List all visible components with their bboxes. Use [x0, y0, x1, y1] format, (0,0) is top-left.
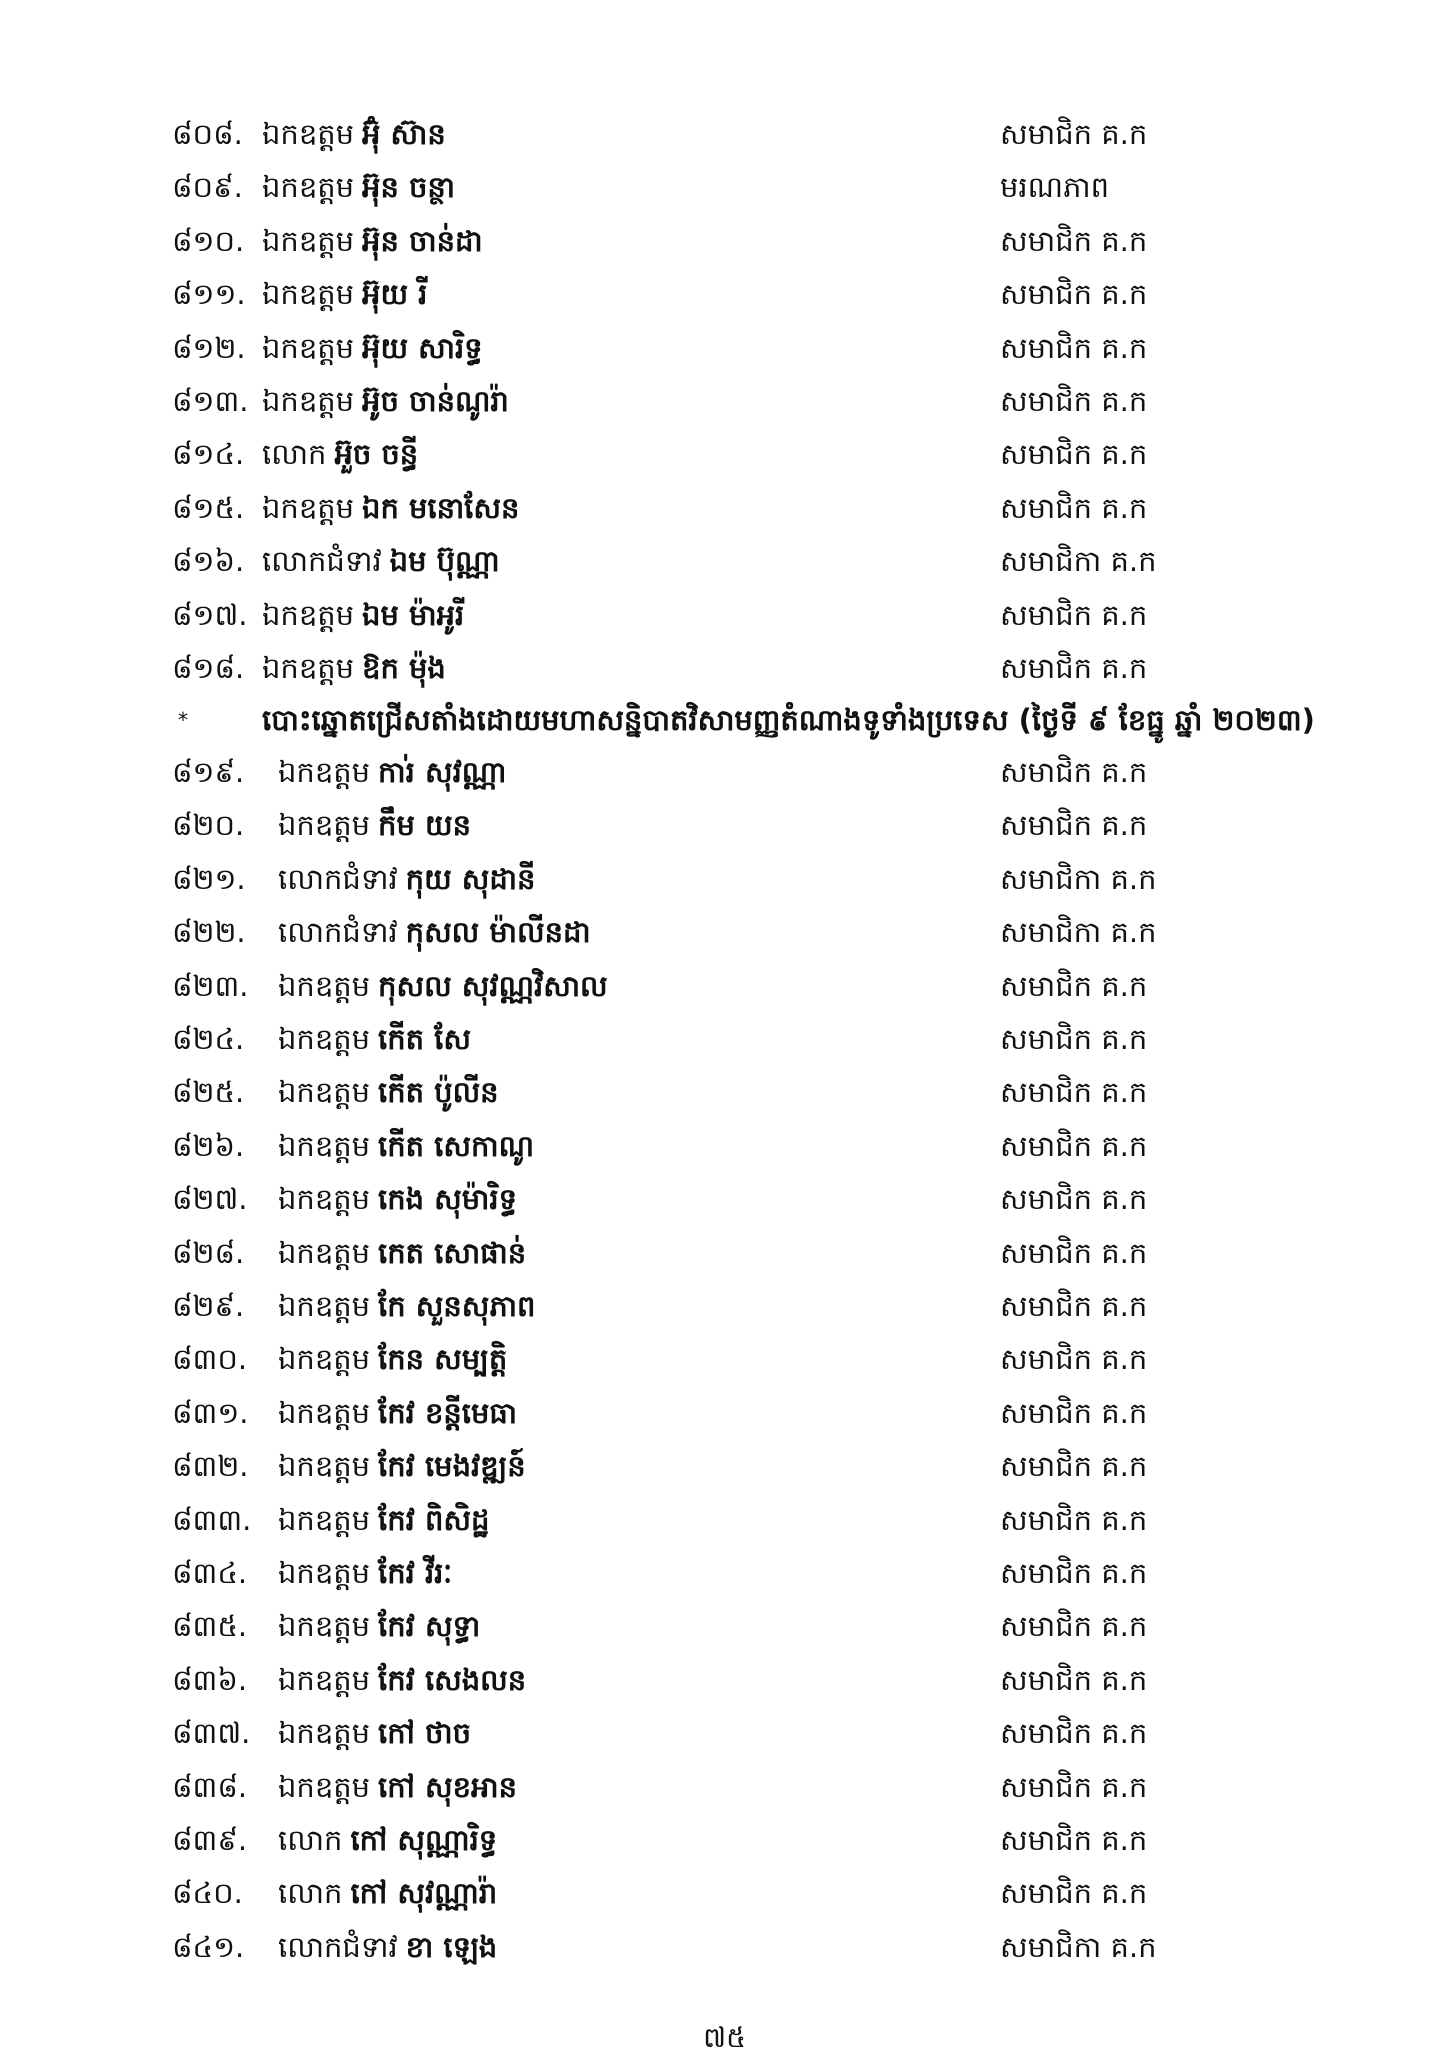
member-row [0, 589, 1449, 641]
entry-status: សមាជិក គ.ក [1000, 1075, 1148, 1110]
member-row [0, 1494, 1449, 1546]
entry-status: សមាជិក គ.ក [1000, 1022, 1148, 1056]
entry-number: ៨៤១. [172, 1929, 245, 1964]
entry-honorific: ឯកឧត្តម កេត សោផាន់ [278, 1235, 527, 1270]
member-row [0, 1600, 1449, 1652]
entry-name: អ៊ុយ រី [362, 277, 428, 312]
entry-status: សមាជិក គ.ក [1000, 437, 1148, 472]
entry-name: ឯម ម៉ាអូរី [362, 597, 465, 632]
entry-honorific: ឯកឧត្តម ឯម ម៉ាអូរី [262, 597, 465, 632]
member-row [0, 799, 1449, 851]
entry-status: សមាជិកា គ.ក [1000, 544, 1157, 579]
entry-honorific: ឯកឧត្តម កើត ប៉ូលីន [278, 1075, 499, 1110]
entry-honorific: ឯកឧត្តម កើត សែ [278, 1022, 471, 1056]
entry-status: សមាជិក គ.ក [1000, 384, 1148, 418]
entry-number: ៨១៥. [172, 490, 245, 525]
entry-number: ៨០៩. [172, 170, 243, 205]
election-note [0, 694, 1449, 746]
entry-status: សមាជិកា គ.ក [1000, 915, 1157, 950]
entry-number: ៨៣៩. [172, 1823, 248, 1857]
entry-honorific: ឯកឧត្តម កែវ ពិសិដ្ឋ [278, 1502, 490, 1537]
entry-name: អ៊ុន ចាន់ដា [362, 223, 483, 258]
entry-status: សមាជិក គ.ក [1000, 1662, 1148, 1697]
entry-honorific: ឯកឧត្តម កែវ ខន្តីមេធា [278, 1395, 518, 1430]
entry-honorific: ឯកឧត្តម កុសល សុវណ្ណវិសាល [278, 968, 608, 1003]
member-row [0, 1013, 1449, 1065]
entry-number: ៨៣៤. [172, 1556, 248, 1590]
entry-status: សមាជិក គ.ក [1000, 1823, 1148, 1857]
entry-status: សមាជិកា គ.ក [1000, 1929, 1157, 1964]
entry-honorific: ឯកឧត្តម អ៊ុន ចាន់ដា [262, 223, 483, 258]
member-row [0, 1173, 1449, 1225]
entry-number: ៨២៦. [172, 1128, 245, 1163]
entry-number: ៨៣១. [172, 1395, 249, 1430]
page-number: ៧៥ [703, 2021, 746, 2054]
entry-name: ខា ឡេង [405, 1929, 498, 1964]
entry-honorific: ឯកឧត្តម កើត សេកាណូ [278, 1128, 534, 1163]
entry-name: កៅ សុណ្ណារិទ្ធ [350, 1823, 498, 1857]
member-row [0, 161, 1449, 213]
member-row [0, 268, 1449, 320]
entry-honorific: លោកជំទាវ ខា ឡេង [278, 1929, 498, 1964]
entry-number: ៨២០. [172, 808, 245, 843]
member-row [0, 428, 1449, 480]
member-row [0, 215, 1449, 267]
entry-honorific: លោក កៅ សុណ្ណារិទ្ធ [278, 1823, 498, 1857]
entry-honorific: លោកជំទាវ កុយ សុដានី [278, 861, 536, 896]
entry-number: ៨២៣. [172, 968, 249, 1003]
entry-number: ៨១៤. [172, 437, 245, 472]
entry-number: ៨១២. [172, 330, 246, 365]
entry-honorific: លោក កៅ សុវណ្ណារ៉ា [278, 1876, 498, 1911]
member-row [0, 1761, 1449, 1813]
entry-name: អ៊ូច ចាន់ណូរ៉ា [362, 384, 509, 418]
entry-status: សមាជិក គ.ក [1000, 755, 1148, 789]
entry-number: ៨២៥. [172, 1075, 245, 1110]
entry-number: ៨១៧. [172, 597, 248, 632]
entry-status: សមាជិក គ.ក [1000, 1502, 1148, 1537]
entry-honorific: លោក អ៊ួច ចន្ធី [262, 437, 419, 472]
entry-number: ៨១១. [172, 277, 246, 312]
entry-number: ៨៣៧. [172, 1716, 251, 1751]
member-row [0, 906, 1449, 958]
entry-name: ឱក ម៉ុង [362, 651, 446, 685]
entry-name: កែវ សុទ្ធា [378, 1609, 481, 1644]
entry-number: ៨៤០. [172, 1876, 243, 1911]
member-row [0, 1120, 1449, 1172]
entry-number: ៨៣០. [172, 1342, 248, 1377]
entry-name: អ៊ួច ចន្ធី [334, 437, 419, 472]
entry-status: សមាជិក គ.ក [1000, 651, 1148, 685]
entry-name: កេត សោផាន់ [378, 1235, 527, 1270]
member-row [0, 642, 1449, 694]
member-row [0, 1333, 1449, 1385]
entry-name: កៅ សុវណ្ណារ៉ា [350, 1876, 498, 1911]
entry-name: ការ់ សុវណ្ណា [378, 755, 507, 789]
entry-honorific: ឯកឧត្តម កៅ ថាច [278, 1716, 471, 1751]
member-row [0, 1654, 1449, 1706]
entry-status: សមាជិក គ.ក [1000, 1395, 1148, 1430]
member-row [0, 1814, 1449, 1866]
entry-name: ឯក មនោសែន [362, 490, 520, 525]
entry-status: សមាជិក គ.ក [1000, 1716, 1148, 1751]
member-row [0, 746, 1449, 798]
entry-name: កែវ ខន្តីមេធា [378, 1395, 518, 1430]
entry-honorific: ឯកឧត្តម កែវ វីរៈ [278, 1556, 453, 1590]
entry-honorific: ឯកឧត្តម អ៊ុយ រី [262, 277, 428, 312]
entry-name: កើត ប៉ូលីន [378, 1075, 499, 1110]
entry-status: សមាជិក គ.ក [1000, 1449, 1148, 1484]
entry-number: ៨២២. [172, 915, 246, 950]
entry-name: កែវ មេងវឌ្ឍន៍ [378, 1449, 526, 1484]
entry-number: ៨២៤. [172, 1022, 245, 1056]
entry-name: កុសល សុវណ្ណវិសាល [378, 968, 608, 1003]
entry-number: ៨២៨. [172, 1235, 245, 1270]
entry-status: សមាជិក គ.ក [1000, 808, 1148, 843]
entry-name: កែ សួនសុភាព [378, 1289, 536, 1323]
entry-name: កែវ ពិសិដ្ឋ [378, 1502, 490, 1537]
entry-name: កុយ សុដានី [405, 861, 536, 896]
entry-status: សមាជិក គ.ក [1000, 968, 1148, 1003]
entry-honorific: ឯកឧត្តម កែវ មេងវឌ្ឍន៍ [278, 1449, 526, 1484]
member-row [0, 535, 1449, 587]
entry-number: ៨០៨. [172, 117, 243, 151]
member-row [0, 375, 1449, 427]
member-row [0, 1440, 1449, 1492]
entry-status: សមាជិក គ.ក [1000, 1182, 1148, 1217]
entry-honorific: ឯកឧត្តម កឹម យន [278, 808, 471, 843]
entry-honorific: ឯកឧត្តម អ៊ុន ចន្ថា [262, 170, 455, 205]
member-row [0, 1280, 1449, 1332]
entry-honorific: ឯកឧត្តម ឱក ម៉ុង [262, 651, 446, 685]
entry-status: សមាជិក គ.ក [1000, 277, 1148, 312]
entry-number: ៨១០. [172, 223, 245, 258]
entry-name: អ៊ុំ ស៊ាន [362, 117, 446, 151]
member-row [0, 1066, 1449, 1118]
entry-name: កៅ ថាច [378, 1716, 471, 1751]
entry-status: សមាជិក គ.ក [1000, 597, 1148, 632]
entry-honorific: ឯកឧត្តម អ៊ូច ចាន់ណូរ៉ា [262, 384, 509, 418]
member-row [0, 108, 1449, 160]
entry-honorific: លោកជំទាវ ឯម ប៊ុណ្ណា [262, 544, 500, 579]
entry-number: ៨២៩. [172, 1289, 245, 1323]
note-asterisk: * [178, 708, 188, 732]
entry-honorific: ឯកឧត្តម កែវ សុទ្ធា [278, 1609, 481, 1644]
entry-name: កែន សម្បត្តិ [378, 1342, 508, 1377]
member-row [0, 482, 1449, 534]
member-row [0, 1387, 1449, 1439]
member-row [0, 1547, 1449, 1599]
entry-honorific: ឯកឧត្តម កេង សុម៉ារិទ្ធ [278, 1182, 518, 1217]
entry-number: ៨២៧. [172, 1182, 248, 1217]
entry-name: អ៊ុយ សារិទ្ធ [362, 330, 483, 365]
entry-honorific: ឯកឧត្តម កែ សួនសុភាព [278, 1289, 536, 1323]
entry-honorific: ឯកឧត្តម កៅ សុខអាន [278, 1769, 518, 1804]
entry-name: ឯម ប៊ុណ្ណា [389, 544, 500, 579]
entry-name: កឹម យន [378, 808, 471, 843]
entry-honorific: លោកជំទាវ កុសល ម៉ាលីនដា [278, 915, 591, 950]
entry-number: ៨១៩. [172, 755, 245, 789]
entry-number: ៨២១. [172, 861, 246, 896]
entry-name: កៅ សុខអាន [378, 1769, 518, 1804]
entry-name: កុសល ម៉ាលីនដា [405, 915, 591, 950]
entry-status: សមាជិក គ.ក [1000, 223, 1148, 258]
entry-number: ៨៣២. [172, 1449, 249, 1484]
entry-status: សមាជិក គ.ក [1000, 1128, 1148, 1163]
member-row [0, 1921, 1449, 1973]
entry-number: ៨៣៨. [172, 1769, 248, 1804]
entry-number: ៨៣៣. [172, 1502, 252, 1537]
note-text: បោះឆ្នោតជ្រើសតាំងដោយមហាសន្និបាតវិសាមញ្ញតំណាងទូទាំងប្រទេស (ថ្ងៃទី ៩ ខែធ្នូ ឆ្នាំ ២០២៣) [262, 703, 1315, 737]
member-row [0, 1707, 1449, 1759]
member-row [0, 1227, 1449, 1279]
entry-status: សមាជិក គ.ក [1000, 1235, 1148, 1270]
entry-honorific: ឯកឧត្តម អ៊ុំ ស៊ាន [262, 117, 446, 151]
entry-number: ៨៣៦. [172, 1662, 248, 1697]
entry-name: កែវ វីរៈ [378, 1556, 453, 1590]
entry-status: សមាជិក គ.ក [1000, 490, 1148, 525]
member-row [0, 960, 1449, 1012]
entry-status: សមាជិក គ.ក [1000, 1342, 1148, 1377]
entry-status: សមាជិក គ.ក [1000, 1609, 1148, 1644]
member-row [0, 1867, 1449, 1919]
entry-status: សមាជិក គ.ក [1000, 117, 1148, 151]
entry-number: ៨១៨. [172, 651, 245, 685]
entry-status: សមាជិក គ.ក [1000, 330, 1148, 365]
entry-status: សមាជិក គ.ក [1000, 1289, 1148, 1323]
entry-status: សមាជិក គ.ក [1000, 1876, 1148, 1911]
entry-honorific: ឯកឧត្តម ការ់ សុវណ្ណា [278, 755, 507, 789]
entry-name: អ៊ុន ចន្ថា [362, 170, 455, 205]
entry-name: កែវ សេងលន [378, 1662, 527, 1697]
member-row [0, 322, 1449, 374]
entry-name: កេង សុម៉ារិទ្ធ [378, 1182, 518, 1217]
entry-status: សមាជិក គ.ក [1000, 1556, 1148, 1590]
member-row [0, 853, 1449, 905]
entry-honorific: ឯកឧត្តម អ៊ុយ សារិទ្ធ [262, 330, 483, 365]
entry-number: ៨១៣. [172, 384, 249, 418]
entry-honorific: ឯកឧត្តម ឯក មនោសែន [262, 490, 520, 525]
entry-status: សមាជិក គ.ក [1000, 1769, 1148, 1804]
entry-honorific: ឯកឧត្តម កែវ សេងលន [278, 1662, 527, 1697]
entry-honorific: ឯកឧត្តម កែន សម្បត្តិ [278, 1342, 508, 1377]
entry-name: កើត សេកាណូ [378, 1128, 534, 1163]
entry-name: កើត សែ [378, 1022, 471, 1056]
entry-number: ៨៣៥. [172, 1609, 248, 1644]
entry-status: មរណភាព [1000, 170, 1110, 205]
entry-number: ៨១៦. [172, 544, 245, 579]
entry-status: សមាជិកា គ.ក [1000, 861, 1157, 896]
